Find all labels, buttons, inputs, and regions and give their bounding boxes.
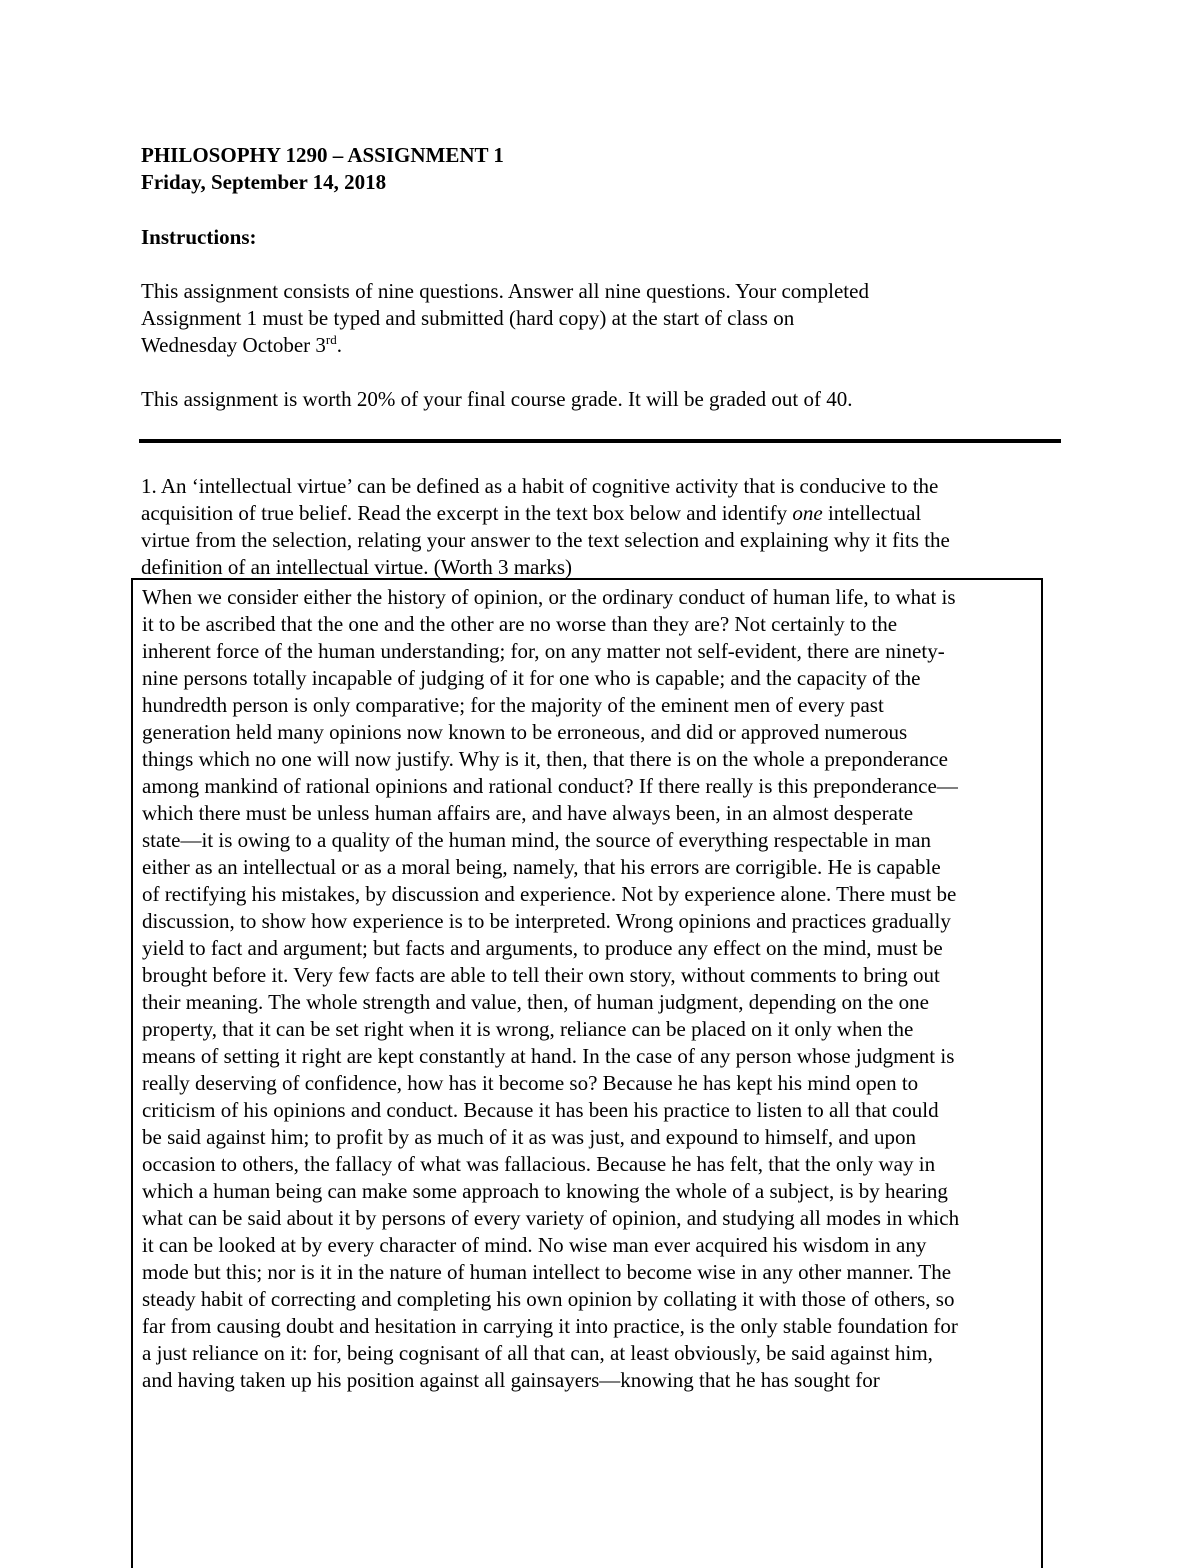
question-text: intellectual (822, 501, 922, 525)
instructions-line: This assignment consists of nine questions. Answer all nine questions. Your completed (141, 279, 869, 303)
excerpt-line: state—it is owing to a quality of the human mind, the source of everything respectable in man (142, 828, 932, 852)
excerpt-line: which a human being can make some approach to knowing the whole of a subject, is by hearing (142, 1179, 948, 1203)
excerpt-line: things which no one will now justify. Why is it, then, that there is on the whole a preponderance (142, 747, 948, 771)
excerpt-line: their meaning. The whole strength and value, then, of human judgment, depending on the one (142, 990, 929, 1014)
due-date-line (141, 332, 869, 359)
excerpt-line: criticism of his opinions and conduct. Because it has been his practice to listen to all that could (142, 1098, 939, 1122)
excerpt-line: occasion to others, the fallacy of what was fallacious. Because he has felt, that the only way in (142, 1152, 936, 1176)
excerpt-line: which there must be unless human affairs are, and have always been, in an almost desperate (142, 801, 914, 825)
excerpt-line: among mankind of rational opinions and rational conduct? If there really is this preponderance— (142, 774, 958, 798)
due-date-text: Wednesday October 3 (141, 333, 326, 357)
question-text: acquisition of true belief. Read the excerpt in the text box below and identify (141, 501, 793, 525)
grading-paragraph: This assignment is worth 20% of your final course grade. It will be graded out of 40. (141, 387, 853, 411)
excerpt-line: it to be ascribed that the one and the other are no worse than they are? Not certainly to the (142, 612, 898, 636)
question-1 (141, 473, 950, 581)
excerpt-line: brought before it. Very few facts are able to tell their own story, without comments to bring out (142, 963, 940, 987)
excerpt-line: yield to fact and argument; but facts and arguments, to produce any effect on the mind, must be (142, 936, 943, 960)
document-header (141, 142, 504, 196)
instructions-line: Assignment 1 must be typed and submitted (hard copy) at the start of class on (141, 306, 795, 330)
excerpt-line: and having taken up his position against all gainsayers—knowing that he has sought for (142, 1368, 880, 1392)
question-line: definition of an intellectual virtue. (Worth 3 marks) (141, 555, 573, 579)
excerpt-line: discussion, to show how experience is to be interpreted. Wrong opinions and practices gradually (142, 909, 951, 933)
excerpt-line: property, that it can be set right when it is wrong, reliance can be placed on it only when the (142, 1017, 914, 1041)
assignment-date: Friday, September 14, 2018 (141, 170, 387, 194)
excerpt-line: a just reliance on it: for, being cognisant of all that can, at least obviously, be said against him, (142, 1341, 933, 1365)
excerpt-line: mode but this; nor is it in the nature of human intellect to become wise in any other manner. The (142, 1260, 952, 1284)
instructions-paragraph (141, 278, 869, 359)
excerpt-line: be said against him; to profit by as much of it as was just, and expound to himself, and upon (142, 1125, 916, 1149)
course-title: PHILOSOPHY 1290 – ASSIGNMENT 1 (141, 143, 504, 167)
excerpt-line: steady habit of correcting and completing his own opinion by collating it with those of others, so (142, 1287, 955, 1311)
excerpt-line: either as an intellectual or as a moral being, namely, that his errors are corrigible. He is capable (142, 855, 941, 879)
question-emphasis: one (792, 501, 823, 525)
instructions-heading: Instructions: (141, 225, 257, 249)
excerpt-line: When we consider either the history of opinion, or the ordinary conduct of human life, to what is (142, 585, 956, 609)
question-line (141, 500, 950, 527)
question-line: 1. An ‘intellectual virtue’ can be defined as a habit of cognitive activity that is conducive to the (141, 474, 939, 498)
excerpt-line: what can be said about it by persons of every variety of opinion, and studying all modes in which (142, 1206, 960, 1230)
due-date-superscript: rd (325, 332, 337, 347)
due-date-period: . (336, 333, 343, 357)
excerpt-line: far from causing doubt and hesitation in carrying it into practice, is the only stable foundation for (142, 1314, 958, 1338)
excerpt-text (142, 584, 959, 1394)
excerpt-line: of rectifying his mistakes, by discussion and experience. Not by experience alone. There must be (142, 882, 957, 906)
excerpt-line: it can be looked at by every character of mind. No wise man ever acquired his wisdom in any (142, 1233, 927, 1257)
excerpt-line: means of setting it right are kept constantly at hand. In the case of any person whose judgment is (142, 1044, 955, 1068)
excerpt-line: really deserving of confidence, how has it become so? Because he has kept his mind open to (142, 1071, 919, 1095)
excerpt-line: generation held many opinions now known to be erroneous, and did or approved numerous (142, 720, 908, 744)
excerpt-line: hundredth person is only comparative; for the majority of the eminent men of every past (142, 693, 884, 717)
section-divider (139, 439, 1061, 443)
question-line: virtue from the selection, relating your answer to the text selection and explaining why it fits the (141, 528, 950, 552)
excerpt-line: inherent force of the human understanding; for, on any matter not self-evident, there are ninety- (142, 639, 945, 663)
excerpt-line: nine persons totally incapable of judging of it for one who is capable; and the capacity of the (142, 666, 921, 690)
